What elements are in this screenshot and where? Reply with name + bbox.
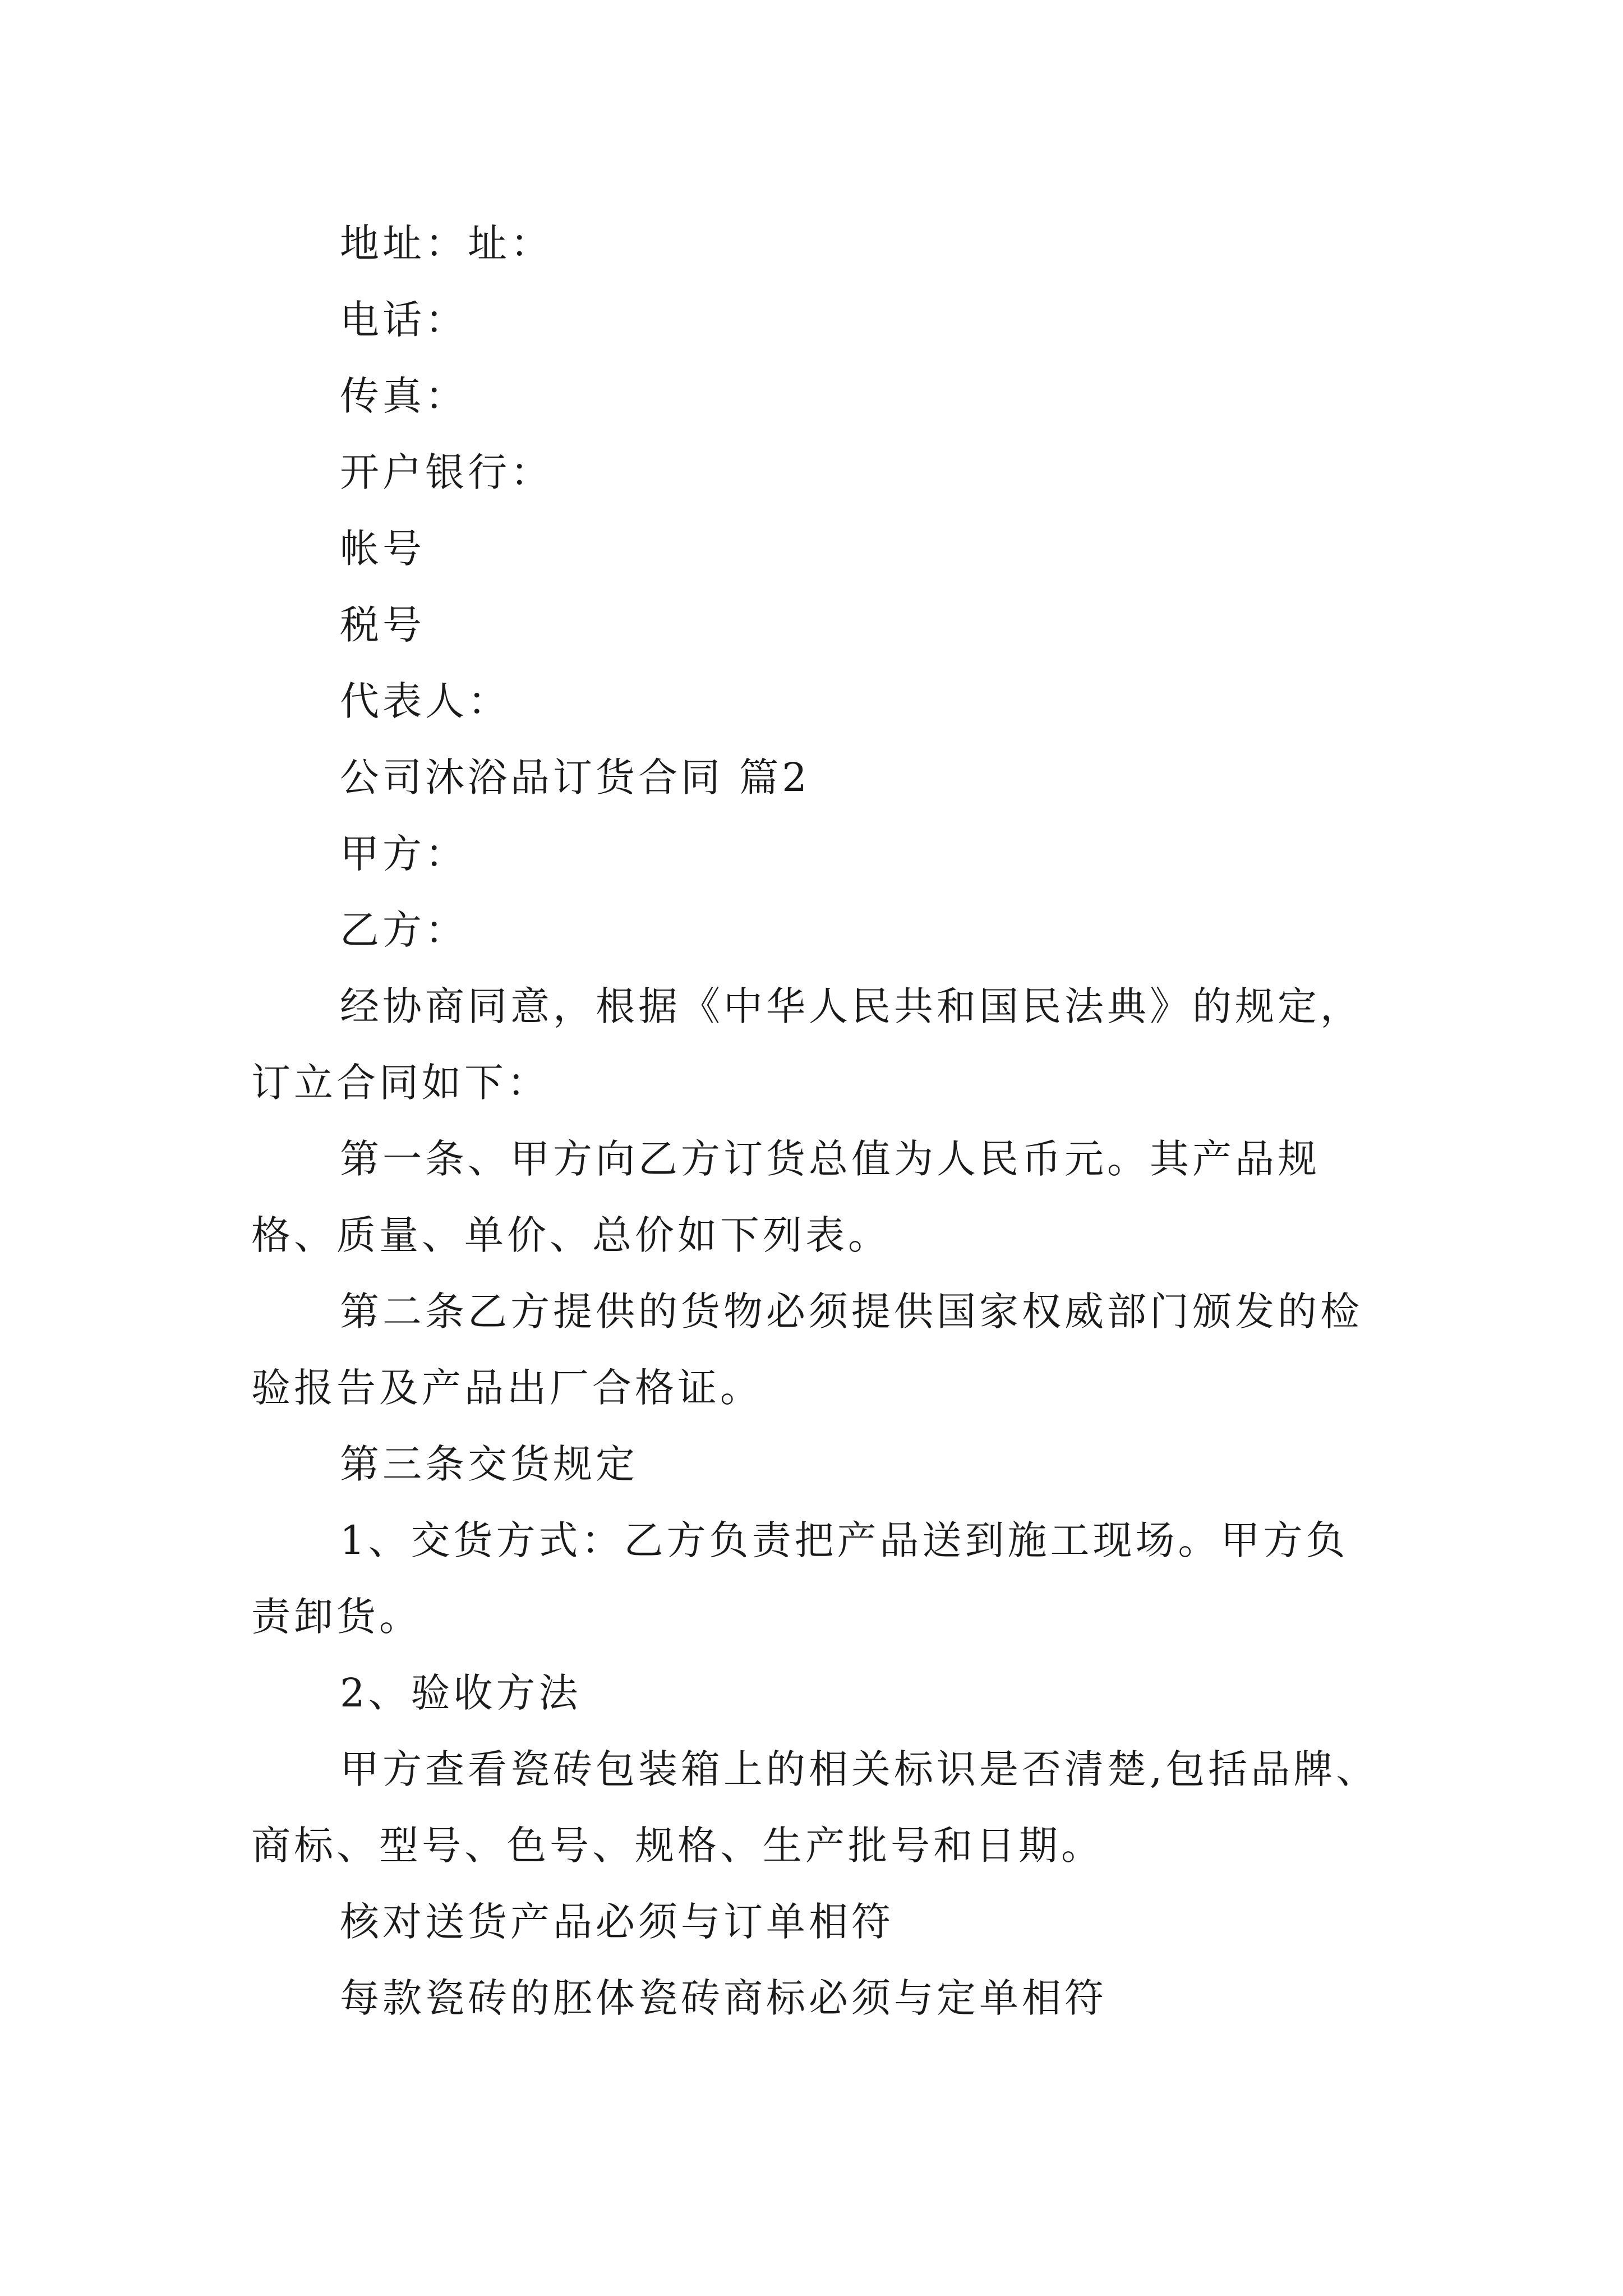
bank-line: 开户银行： — [340, 449, 553, 495]
article-3-title: 第三条交货规定 — [340, 1441, 638, 1487]
check-labels-paragraph: 甲方查看瓷砖包装箱上的相关标识是否清楚,包括品牌、商标、型号、色号、规格、生产批号和日期。 — [251, 1746, 1379, 1869]
article-1-paragraph: 第一条、甲方向乙方订货总值为人民币元。其产品规格、质量、单价、总价如下列表。 — [251, 1136, 1320, 1258]
intro-paragraph: 经协商同意，根据《中华人民共和国民法典》的规定，订立合同如下： — [251, 983, 1363, 1106]
check-body-line: 每款瓷砖的胚体瓷砖商标必须与定单相符 — [340, 1975, 1107, 2021]
article-2-paragraph: 第二条乙方提供的货物必须提供国家权威部门颁发的检验报告及产品出厂合格证。 — [251, 1289, 1363, 1411]
address-line: 地址：址： — [340, 220, 553, 266]
section-title: 公司沐浴品订货合同 篇2 — [340, 754, 810, 800]
fax-line: 传真： — [340, 373, 468, 419]
account-line: 帐号 — [340, 526, 425, 572]
acceptance-method-title: 2、验收方法 — [340, 1670, 582, 1716]
check-order-line: 核对送货产品必须与订单相符 — [340, 1899, 894, 1945]
representative-line: 代表人： — [340, 678, 510, 724]
phone-line: 电话： — [340, 297, 468, 343]
tax-number-line: 税号 — [340, 602, 425, 648]
party-a-line: 甲方： — [340, 831, 468, 877]
delivery-method-paragraph: 1、交货方式：乙方负责把产品送到施工现场。甲方负责卸货。 — [251, 1517, 1349, 1640]
party-b-line: 乙方： — [340, 907, 468, 953]
document-body — [251, 205, 1384, 2036]
